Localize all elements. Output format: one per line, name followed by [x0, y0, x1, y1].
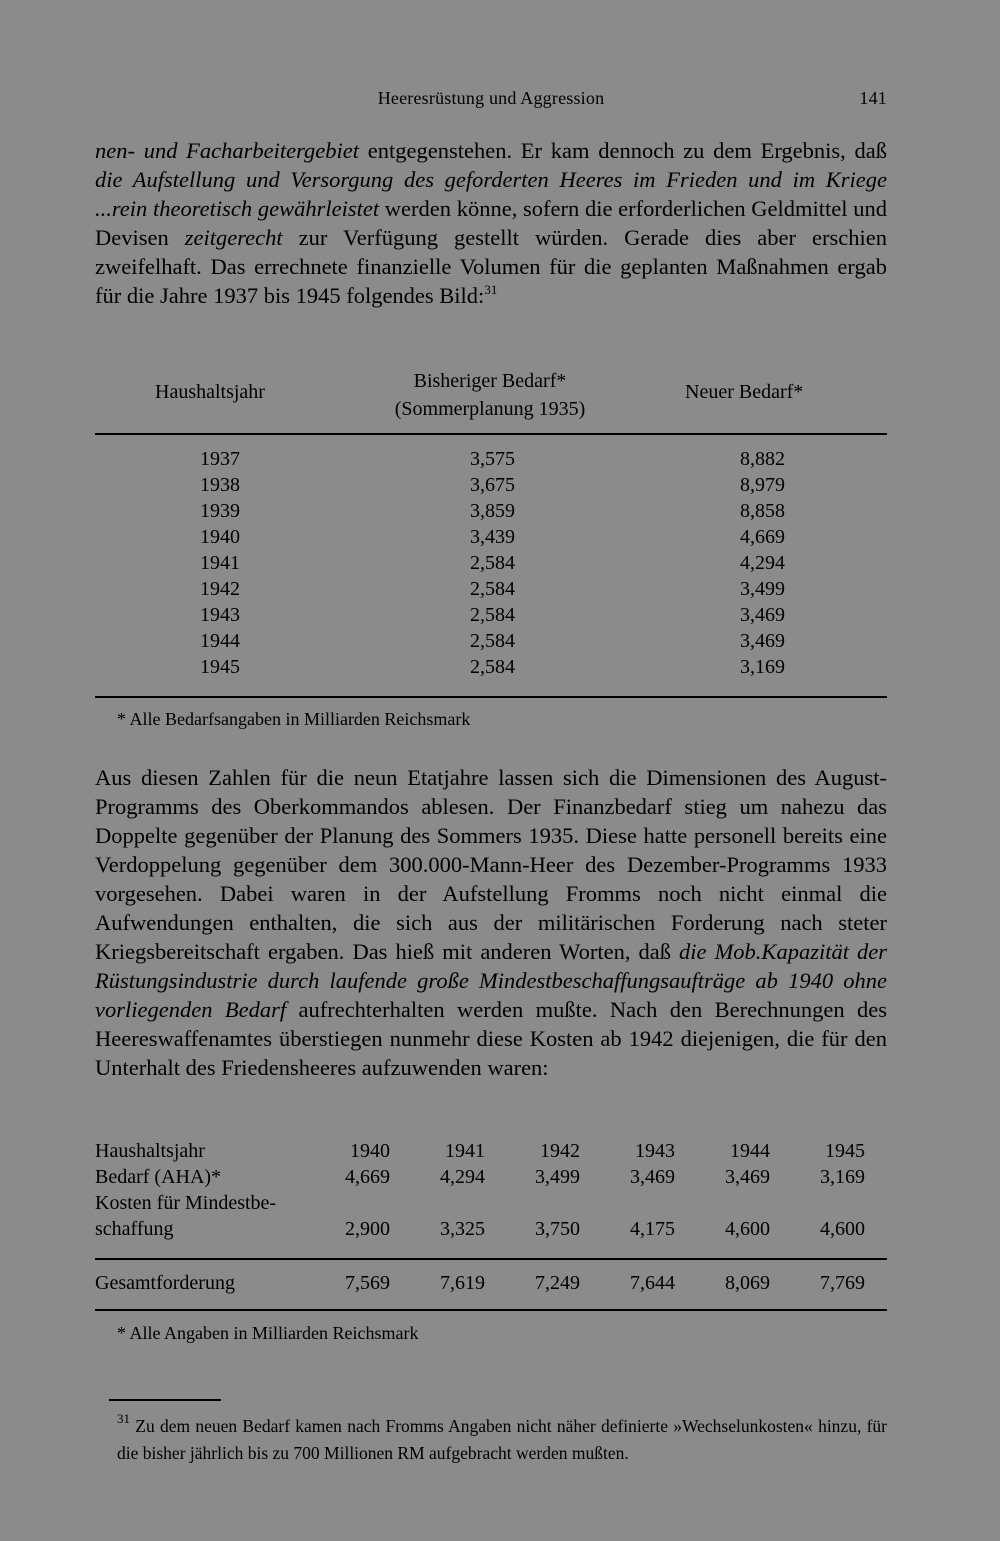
- table-cell: 2,584: [470, 630, 515, 652]
- table-row: [95, 576, 887, 602]
- table2-total: [95, 1270, 887, 1296]
- table1-bottom-rule: [95, 696, 887, 698]
- table2-row-kosten-label: [95, 1190, 887, 1216]
- table-cell: 1938: [200, 474, 240, 496]
- table2-sum-rule: [95, 1258, 887, 1260]
- table-cell: 2,584: [470, 656, 515, 678]
- table2-row-bedarf: [95, 1164, 887, 1190]
- table2-cell: 1942: [540, 1140, 580, 1162]
- table2-row-year: [95, 1138, 887, 1164]
- table2-row-kosten: [95, 1216, 887, 1244]
- table-row: [95, 498, 887, 524]
- table2-cell: 3,750: [535, 1218, 580, 1240]
- table1-note: * Alle Bedarfsangaben in Milliarden Reichsmark: [117, 709, 471, 729]
- page-number: 141: [859, 88, 887, 108]
- table-cell: 2,584: [470, 578, 515, 600]
- table-cell: 1939: [200, 500, 240, 522]
- table1-col-year: Haushaltsjahr: [155, 381, 265, 403]
- table-cell: 1940: [200, 526, 240, 548]
- table-cell: 1944: [200, 630, 240, 652]
- table-cell: 1937: [200, 448, 240, 470]
- text-run: zur Verfügung gestellt würden. Gerade dies aber erschien zweifelhaft. Das errechnete finanzielle Volumen für die geplanten Maßnahmen ergab für die Jahre 1937 bis 1945 folgendes Bild:: [95, 225, 887, 308]
- table2-cell: 3,169: [820, 1166, 865, 1188]
- table2-cell: 4,600: [725, 1218, 770, 1240]
- table1-header: [95, 364, 887, 426]
- table-row: [95, 654, 887, 680]
- table-cell: 3,575: [470, 448, 515, 470]
- running-header: [95, 88, 887, 114]
- table1-body: [95, 446, 887, 680]
- table-cell: 1943: [200, 604, 240, 626]
- table-cell: 3,439: [470, 526, 515, 548]
- table2-label: schaffung: [95, 1218, 174, 1240]
- table2-cell: 2,900: [345, 1218, 390, 1240]
- table2-label: Haushaltsjahr: [95, 1140, 205, 1162]
- footnote: [117, 1413, 887, 1467]
- table2-cell: 1941: [445, 1140, 485, 1162]
- table-row: [95, 524, 887, 550]
- table2-cell: 3,469: [725, 1166, 770, 1188]
- table2-cell: 3,499: [535, 1166, 580, 1188]
- table2-cell: 7,249: [535, 1272, 580, 1294]
- table2-cell: 7,769: [820, 1272, 865, 1294]
- table2: [95, 1138, 887, 1244]
- table-cell: 2,584: [470, 604, 515, 626]
- italic-phrase: die Aufstellung und Versorgung des geforderten Heeres im Frieden und im Kriege ...rein theoretisch gewährleistet: [95, 167, 887, 221]
- table-cell: 1941: [200, 552, 240, 574]
- table2-row-gesamt: [95, 1270, 887, 1296]
- table2-cell: 3,469: [630, 1166, 675, 1188]
- table1-col-previous-line2: (Sommerplanung 1935): [394, 398, 586, 420]
- text-run: werden könne, sofern die erforderlichen Geldmittel und Devisen: [95, 196, 887, 250]
- footnote-text: Zu dem neuen Bedarf kamen nach Fromms Angaben nicht näher definierte »Wechselunkosten« hinzu, für die bisher jährlich bis zu 700 Millionen RM aufgebracht werden mußten.: [117, 1416, 887, 1463]
- table2-cell: 4,600: [820, 1218, 865, 1240]
- table2-cell: 4,294: [440, 1166, 485, 1188]
- table2-cell: 8,069: [725, 1272, 770, 1294]
- table2-label: Gesamtforderung: [95, 1272, 235, 1294]
- paragraph-1: [95, 136, 887, 310]
- footnote-number: 31: [117, 1411, 130, 1426]
- footnote-ref: 31: [484, 282, 498, 297]
- table-cell: 8,858: [740, 500, 785, 522]
- table2-cell: 1945: [825, 1140, 865, 1162]
- table-cell: 3,169: [740, 656, 785, 678]
- table-cell: 1945: [200, 656, 240, 678]
- table2-cell: 7,619: [440, 1272, 485, 1294]
- table2-cell: 7,644: [630, 1272, 675, 1294]
- table2-cell: 3,325: [440, 1218, 485, 1240]
- table2-label: Bedarf (AHA)*: [95, 1166, 222, 1188]
- paragraph-2: [95, 763, 887, 1082]
- footnote-separator: [109, 1399, 221, 1401]
- running-title: Heeresrüstung und Aggression: [377, 88, 605, 108]
- table-row: [95, 472, 887, 498]
- italic-phrase: die Mob.Kapazität der Rüstungsindustrie durch laufende große Mindestbeschaffungsaufträge ab 1940 ohne vorliegenden Bedarf: [95, 939, 887, 1022]
- table2-cell: 1943: [635, 1140, 675, 1162]
- table-cell: 4,294: [740, 552, 785, 574]
- table2-cell: 7,569: [345, 1272, 390, 1294]
- table2-note: * Alle Angaben in Milliarden Reichsmark: [117, 1323, 419, 1343]
- table-cell: 4,669: [740, 526, 785, 548]
- table-cell: 2,584: [470, 552, 515, 574]
- table-cell: 8,882: [740, 448, 785, 470]
- italic-phrase: zeitgerecht: [184, 225, 283, 250]
- table1-col-previous-line1: Bisheriger Bedarf*: [413, 370, 567, 392]
- table-row: [95, 550, 887, 576]
- table2-cell: 4,175: [630, 1218, 675, 1240]
- table1-col-previous: [365, 367, 615, 423]
- table1-top-rule: [95, 433, 887, 435]
- table-row: [95, 628, 887, 654]
- table-row: [95, 602, 887, 628]
- text-run: Aus diesen Zahlen für die neun Etatjahre lassen sich die Dimensionen des August-Programms des Oberkommandos ablesen. Der Finanzbedarf stieg um nahezu das Doppelte gegenüber der Planung des Sommers 1935. Diese hatte personell bereits eine Verdoppelung gegenüber dem 300.000-Mann-Heer des Dezember-Programms 1933 vorgesehen. Dabei waren in der Aufstellung Fromms noch nicht einmal die Aufwendungen enthalten, die sich aus der militärischen Forderung nach steter Kriegsbereitschaft ergaben. Das hieß mit anderen Worten, daß: [95, 765, 887, 964]
- table2-cell: 1944: [730, 1140, 770, 1162]
- table-cell: 3,675: [470, 474, 515, 496]
- table-cell: 3,499: [740, 578, 785, 600]
- table-cell: 3,859: [470, 500, 515, 522]
- text-run: entgegenstehen. Er kam dennoch zu dem Ergebnis, daß: [359, 138, 887, 163]
- table-cell: 3,469: [740, 630, 785, 652]
- italic-phrase: nen- und Facharbeitergebiet: [95, 138, 360, 163]
- table2-cell: 4,669: [345, 1166, 390, 1188]
- text-run: aufrechterhalten werden mußte. Nach den Berechnungen des Heereswaffenamtes überstiegen nunmehr diese Kosten ab 1942 diejenigen, die für den Unterhalt des Friedensheeres aufzuwenden waren:: [95, 997, 887, 1080]
- table-row: [95, 446, 887, 472]
- table-cell: 3,469: [740, 604, 785, 626]
- table1-col-new: Neuer Bedarf*: [685, 381, 804, 403]
- table-cell: 1942: [200, 578, 240, 600]
- table-cell: 8,979: [740, 474, 785, 496]
- table2-cell: 1940: [350, 1140, 390, 1162]
- table2-label: Kosten für Mindestbe-: [95, 1192, 277, 1214]
- table2-bottom-rule: [95, 1309, 887, 1311]
